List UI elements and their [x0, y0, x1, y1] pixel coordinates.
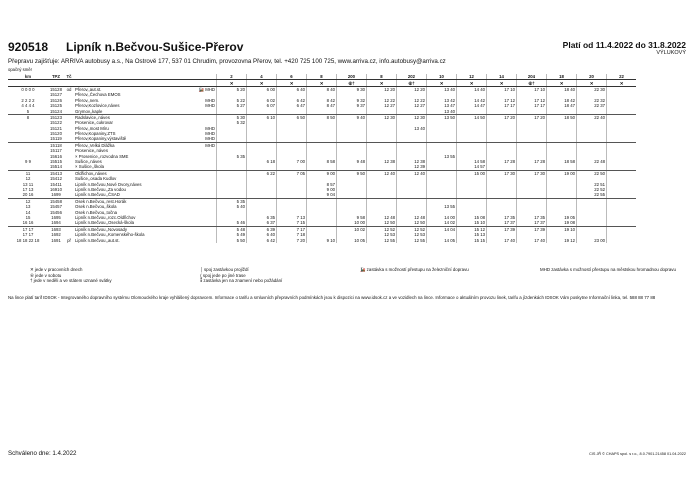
departure-time: 17 12: [517, 98, 547, 103]
departure-time: 5 35: [217, 198, 247, 204]
km-cell: 8: [26, 114, 30, 120]
route-title: Lipník n.Bečvou-Sušice-Přerov: [66, 40, 244, 54]
stop-facility: MHD: [194, 136, 217, 142]
approval-date: Schváleno dne: 1.4.2022: [8, 450, 77, 457]
validity-period: Platí od 11.4.2022 do 31.8.2022: [562, 40, 686, 50]
km-cell: 4 4 4 4: [21, 103, 35, 109]
legend-item: MHD zastávka s možností přestupu na městskou hromadnou dopravu: [540, 267, 676, 272]
departure-time: 14 42: [457, 98, 487, 103]
departure-time: 9 50: [337, 170, 367, 176]
departure-time: 15 13: [457, 232, 487, 237]
stop-name: Osek n.Bečvou,,rest.Horák: [75, 198, 127, 204]
tpz-cell: 15118: [50, 142, 62, 148]
trip-number-header: 22: [607, 74, 637, 80]
tpz-cell: 15125: [50, 103, 62, 109]
legend-item: ⟨ spoj jede po jiné trase: [200, 272, 246, 278]
stop-name: Oldřichov,,náves: [75, 170, 107, 176]
km-cell: 0 0 0 0: [8, 86, 48, 92]
trip-days-code: ✕: [217, 80, 247, 86]
trip-days-code: ✕: [247, 80, 277, 86]
software-footer: CIS JŘ © CHAPS spol. s r.o., 8.0.7901.21458 01.04.2022: [589, 452, 686, 456]
departure-time: 8 42: [307, 98, 337, 103]
tpz-cell: 15124: [48, 108, 64, 114]
trip-number-header: 8: [307, 74, 337, 80]
tpz-cell: 15127: [50, 92, 62, 98]
departure-time: 17 28: [487, 159, 517, 164]
departure-time: 13 55: [427, 153, 457, 158]
departure-time: 17 35: [487, 215, 517, 220]
km-cell: 9 9: [25, 159, 31, 165]
stop-facility: MHD: [205, 142, 215, 148]
trip-days-code: ✕: [427, 80, 457, 86]
departure-time: 8 58: [307, 159, 337, 164]
departure-time: 5 46: [217, 220, 247, 226]
tpz-cell: 15456: [50, 209, 62, 215]
stop-name: Osek n.Bečvou,,škola: [75, 204, 117, 210]
trip-days-code: ✕: [307, 80, 337, 86]
departure-time: 6 18: [247, 159, 277, 164]
departure-time: 12 27: [397, 103, 427, 108]
departure-time: 12 38: [367, 159, 397, 164]
departure-time: 17 39: [517, 226, 547, 232]
departure-time: 17 10: [487, 86, 517, 92]
departure-time: 13 50: [427, 114, 457, 120]
km-cell: 20 16: [8, 192, 48, 198]
stop-name: Lipník n.Bečvou,,ČSAD: [74, 192, 194, 198]
km-cell: 17 17: [22, 226, 34, 232]
departure-time: 19 00: [547, 170, 577, 176]
stop-facility: MHD: [205, 103, 215, 109]
stop-name: × Sušice,,škola: [74, 164, 194, 170]
departure-time: 17 40: [517, 237, 547, 242]
departure-time: 6 22: [247, 170, 277, 176]
stop-name: Radslavice,,náves: [75, 114, 110, 120]
km-cell: 13: [25, 204, 31, 210]
trip-days-code: ✕: [547, 80, 577, 86]
departure-time: 14 02: [427, 220, 457, 226]
legend-days: [30, 267, 112, 284]
stop-name: Lipník n.Bečvou,Nové Dvory,náves: [75, 181, 142, 187]
departure-time: 23 00: [577, 237, 607, 242]
departure-time: 7 13: [277, 215, 307, 220]
departure-time: 17 20: [487, 114, 517, 120]
km-cell: 13 11: [22, 181, 34, 187]
trip-number-header: 202: [397, 74, 427, 80]
departure-time: 8 47: [307, 103, 337, 108]
timetable-type: VÝLUKOVÝ: [656, 50, 686, 56]
departure-time: 5 30: [217, 114, 247, 120]
departure-time: 17 39: [487, 226, 517, 232]
trip-number-header: 14: [487, 74, 517, 80]
departure-time: 5 32: [217, 120, 247, 125]
stop-name: Prosenice,,cukrovar: [75, 120, 113, 126]
stop-name: Lipník n.Bečvou,,Novosady: [75, 226, 128, 232]
km-cell: 17 13: [22, 187, 34, 192]
tpz-cell: 15411: [50, 181, 62, 187]
legend-item: 🚂 zastávka s možností přestupu na železniční dopravu: [360, 267, 469, 272]
stop-name: Přerov,,most Míru: [75, 125, 109, 131]
departure-time: 7 18: [277, 232, 307, 237]
stop-name: Přerov,Kopaniny,výstaviště: [74, 136, 194, 142]
departure-time: 10 02: [337, 226, 367, 232]
trip-number-header: 10: [427, 74, 457, 80]
departure-time: 6 47: [277, 103, 307, 108]
trip-days-code: ⑥†: [337, 80, 367, 86]
departure-time: 9 48: [337, 159, 367, 164]
departure-time: 22 50: [577, 170, 607, 176]
trip-number-header: 200: [337, 74, 367, 80]
departure-time: 6 39: [247, 226, 277, 232]
tpz-cell: 15457: [50, 204, 62, 210]
departure-time: 17 37: [517, 220, 547, 226]
departure-time: 8 40: [307, 86, 337, 92]
stop-name: Přerov,Kopaniny,ZTS: [75, 131, 116, 137]
departure-time: 12 50: [367, 220, 397, 226]
departure-time: 17 30: [517, 170, 547, 176]
departure-time: 7 00: [277, 159, 307, 164]
departure-time: 5 35: [217, 153, 247, 158]
legend-route: [200, 267, 282, 284]
departure-time: 14 05: [427, 237, 457, 242]
tariff-note: Na lince platí tarif IDSOK - Integrovaného dopravního systému Olomouckého kraje vyhlášený dopravcem. Informace o tarifu a smluvních přepravních podmínkách jsou k dispozici na www.idsok.cz a ve vozidlech na lince. Informace o aktuálním provozu linek, tarifu a jízdenkách IDSOK Vám poskytne Informační linka, tel. 588 88 77 88: [8, 295, 656, 300]
trip-days-code: ✕: [367, 80, 397, 86]
tpz-cell: 15128: [48, 86, 64, 92]
departure-time: 12 48: [397, 215, 427, 220]
tpz-header: TPZ: [48, 74, 64, 80]
stop-name: Lipník n.Bečvou,,aut.st.: [75, 237, 120, 243]
departure-time: 6 40: [247, 232, 277, 237]
stop-name: Osek n.Bečvou,,točna: [75, 209, 118, 215]
departure-time: 12 22: [367, 98, 397, 103]
departure-time: 15 10: [457, 220, 487, 226]
departure-time: 6 37: [247, 220, 277, 226]
departure-time: 7 20: [277, 237, 307, 242]
departure-time: 22 51: [577, 181, 607, 186]
departure-time: 12 20: [367, 86, 397, 92]
trip-days-code: ✕: [607, 80, 637, 86]
stop-name: Lipník n.Bečvou,,rozc.Oldřichov: [75, 214, 136, 220]
departure-time: 12 50: [397, 220, 427, 226]
trip-number-header: 2: [217, 74, 247, 80]
stop-name: Přerov,,Velká Dlážka: [75, 142, 115, 148]
tpz-cell: 15458: [50, 198, 62, 204]
line-number: 920518: [8, 40, 49, 54]
departure-time: 5 40: [217, 204, 247, 209]
stop-name: Grymov,,kaple: [74, 108, 194, 114]
trip-number-header: 4: [247, 74, 277, 80]
km-cell: 12: [25, 176, 31, 182]
departure-time: 13 40: [397, 126, 427, 131]
tpz-cell: 1694: [48, 220, 64, 226]
departure-time: 17 12: [487, 98, 517, 103]
legend-rail: [360, 267, 490, 273]
departure-time: 10 00: [337, 220, 367, 226]
departure-time: 8 50: [307, 114, 337, 120]
tpz-cell: 15122: [50, 120, 62, 126]
departure-time: 17 30: [487, 170, 517, 176]
tpz-cell: 15126: [50, 97, 62, 103]
stop-name: Sušice,,náves: [75, 159, 102, 165]
departure-time: 14 50: [457, 114, 487, 120]
departure-time: 13 55: [427, 204, 457, 209]
operator-info: Přepravu zajišťuje: ARRIVA autobusy a.s., Na Ostrově 177, 537 01 Chrudim, provozovna Přerov, tel. +420 725 100 725, www.arriva.cz, info.autobusy@arriva.cz: [8, 58, 446, 65]
departure-time: 5 20: [217, 86, 247, 92]
stop-name: Sušice,,osada Kudlov: [75, 176, 117, 182]
tpz-cell: 1693: [51, 226, 61, 232]
timetable: [8, 74, 636, 243]
departure-time: 17 37: [487, 220, 517, 226]
departure-time: 6 42: [277, 98, 307, 103]
departure-time: 6 50: [277, 114, 307, 120]
departure-time: 12 48: [367, 215, 397, 220]
stop-facility: MHD: [205, 131, 215, 137]
stop-name: Přerov,,Čechova EMOS: [75, 92, 121, 98]
departure-time: 7 15: [277, 220, 307, 226]
departure-time: 12 20: [397, 86, 427, 92]
km-cell: 11: [25, 170, 31, 176]
departure-time: 12 53: [397, 232, 427, 237]
trip-days-code: ✕: [457, 80, 487, 86]
stop-name: Prosenice,,náves: [75, 148, 108, 154]
trip-number-header: 12: [457, 74, 487, 80]
departure-time: 6 42: [247, 237, 277, 242]
departure-time: 9 04: [307, 192, 337, 198]
legend-item: ✕ jede v pracovních dnech: [30, 267, 83, 272]
departure-time: 18 40: [547, 86, 577, 92]
trip-number-header: 204: [517, 74, 547, 80]
departure-time: 22 30: [577, 86, 607, 92]
trip-days-code: ✕: [577, 80, 607, 86]
departure-time: 18 42: [547, 98, 577, 103]
departure-time: 12 55: [397, 237, 427, 242]
departure-time: 22 32: [577, 98, 607, 103]
departure-time: 9 32: [337, 98, 367, 103]
departure-time: 12 53: [367, 232, 397, 237]
departure-time: 12 55: [367, 237, 397, 242]
km-cell: 16 16: [8, 220, 48, 226]
tpz-cell: 1695: [51, 214, 61, 220]
stop-name: Přerov,,nem.: [75, 97, 100, 103]
departure-time: 12 52: [397, 226, 427, 232]
departure-time: 14 57: [457, 164, 487, 170]
departure-time: 12 27: [367, 103, 397, 108]
departure-time: 9 37: [337, 103, 367, 108]
legend-item: † jede v neděli a ve státem uznané svátky: [30, 278, 112, 284]
departure-time: 12 38: [397, 159, 427, 164]
tpz-cell: 15515: [50, 159, 62, 165]
tpz-cell: 15123: [50, 114, 62, 120]
departure-time: 6 10: [247, 114, 277, 120]
departure-time: 14 00: [427, 215, 457, 220]
departure-time: 14 40: [457, 86, 487, 92]
tpz-cell: 15412: [50, 176, 62, 182]
departure-time: 14 04: [427, 226, 457, 232]
stop-facility: 🚂 MHD: [194, 86, 217, 92]
departure-time: 18 58: [547, 159, 577, 164]
departure-time: 5 22: [217, 98, 247, 103]
departure-time: 12 30: [397, 114, 427, 120]
departure-time: 6 02: [247, 98, 277, 103]
departure-time: 18 50: [547, 114, 577, 120]
departure-time: 9 00: [307, 187, 337, 192]
departure-time: 17 35: [517, 215, 547, 220]
departure-time: 22 40: [577, 114, 607, 120]
departure-time: 12 22: [397, 98, 427, 103]
stop-name: Lipník n.Bečvou,,Komenského-škola: [75, 232, 145, 238]
tpz-cell: 15119: [48, 136, 64, 142]
departure-time: 9 40: [337, 114, 367, 120]
departure-time: 17 17: [487, 103, 517, 108]
tpz-cell: 16910: [50, 187, 62, 192]
trip-days-code: ⑥†: [517, 80, 547, 86]
departure-time: 15 08: [457, 215, 487, 220]
departure-time: 5 49: [217, 232, 247, 237]
departure-time: 14 58: [457, 159, 487, 164]
legend-mhd: [540, 267, 680, 273]
tpz-cell: 15121: [50, 125, 62, 131]
departure-time: 12 39: [397, 164, 427, 170]
tc-header: Tč: [64, 74, 74, 80]
departure-time: 13 40: [427, 86, 457, 92]
legend-item: ⑥ jede v sobotu: [30, 272, 62, 278]
departure-time: 7 05: [277, 170, 307, 176]
departure-time: 5 50: [217, 237, 247, 242]
tpz-cell: 1692: [51, 232, 61, 238]
departure-time: 17 17: [517, 103, 547, 108]
tpz-cell: 1691: [51, 237, 61, 243]
legend-item: ⁑ zastávka jen na znamení nebo požádání: [200, 278, 283, 284]
departure-time: 15 12: [457, 226, 487, 232]
legend-item: │ spoj zastávkou projíždí: [200, 267, 249, 272]
departure-time: 6 00: [247, 86, 277, 92]
departure-time: 10 05: [337, 237, 367, 242]
departure-time: 9 58: [337, 215, 367, 220]
trip-days-code: ✕: [487, 80, 517, 86]
departure-time: 19 10: [547, 226, 577, 232]
departure-time: 12 30: [367, 114, 397, 120]
departure-time: 22 37: [577, 103, 607, 108]
trip-number-header: 20: [577, 74, 607, 80]
departure-time: 13 42: [427, 98, 457, 103]
trip-days-code: ✕: [277, 80, 307, 86]
departure-time: 9 30: [337, 86, 367, 92]
tc-cell: od: [64, 86, 74, 92]
km-cell: 2 2 2 2: [21, 97, 35, 103]
stop-row: [8, 237, 636, 242]
trip-number-header: 18: [547, 74, 577, 80]
km-cell: 17 17: [22, 232, 34, 238]
km-cell: 18 18 22 18: [16, 237, 40, 243]
departure-time: 18 47: [547, 103, 577, 108]
stop-name: Lipník n.Bečvou,,Za vodou: [75, 187, 126, 192]
stop-facility: [194, 237, 217, 242]
trip-number-header: 6: [277, 74, 307, 80]
km-cell: 14: [25, 209, 31, 215]
departure-time: 12 40: [397, 170, 427, 176]
departure-time: 19 05: [547, 215, 577, 220]
departure-time: 15 15: [457, 237, 487, 242]
departure-time: 6 40: [277, 86, 307, 92]
stop-facility: MHD: [205, 125, 215, 131]
departure-time: 7 17: [277, 226, 307, 232]
departure-time: 13 40: [427, 108, 457, 114]
departure-time: 9 00: [307, 170, 337, 176]
km-header: km: [8, 74, 48, 80]
departure-time: 6 07: [247, 103, 277, 108]
departure-time: 14 47: [457, 103, 487, 108]
departure-time: 17 20: [517, 114, 547, 120]
departure-time: 22 48: [577, 159, 607, 164]
tpz-cell: 15117: [50, 148, 62, 154]
departure-time: 13 47: [427, 103, 457, 108]
tc-cell: př: [67, 237, 71, 243]
departure-time: 19 08: [547, 220, 577, 226]
tpz-cell: 15616: [50, 153, 62, 159]
km-cell: 15: [25, 214, 31, 220]
stop-name: Přerov,,aut.st.: [74, 86, 194, 92]
tpz-cell: 15120: [50, 131, 62, 137]
departure-time: 17 10: [517, 86, 547, 92]
stop-name: × Prosenice,,rozvodna SME: [75, 153, 129, 159]
departure-time: 12 52: [367, 226, 397, 232]
departure-time: 22 55: [577, 192, 607, 198]
departure-time: 17 28: [517, 159, 547, 164]
tpz-cell: 15413: [50, 170, 62, 176]
departure-time: 12 40: [367, 170, 397, 176]
direction-label: opačný směr: [8, 67, 32, 72]
departure-time: 15 00: [457, 170, 487, 176]
stop-facility: MHD: [205, 97, 215, 103]
departure-time: 6 35: [247, 215, 277, 220]
departure-time: 19 12: [547, 237, 577, 242]
departure-time: 5 48: [217, 226, 247, 232]
stop-name: Přerov,Kozlovice,náves: [75, 103, 120, 109]
departure-time: 9 10: [307, 237, 337, 242]
departure-time: [607, 237, 637, 242]
km-cell: 5: [8, 108, 48, 114]
tpz-cell: 1699: [48, 192, 64, 198]
departure-time: 8 57: [307, 181, 337, 186]
trip-number-header: 8: [367, 74, 397, 80]
trip-days-code: ⑥†: [397, 80, 427, 86]
stop-name: Lipník n.Bečvou,,Osecká-škola: [74, 220, 194, 226]
departure-time: 22 52: [577, 187, 607, 192]
tpz-cell: 15514: [48, 164, 64, 170]
departure-time: 17 40: [487, 237, 517, 242]
departure-time: 5 27: [217, 103, 247, 108]
km-cell: 12: [25, 198, 31, 204]
